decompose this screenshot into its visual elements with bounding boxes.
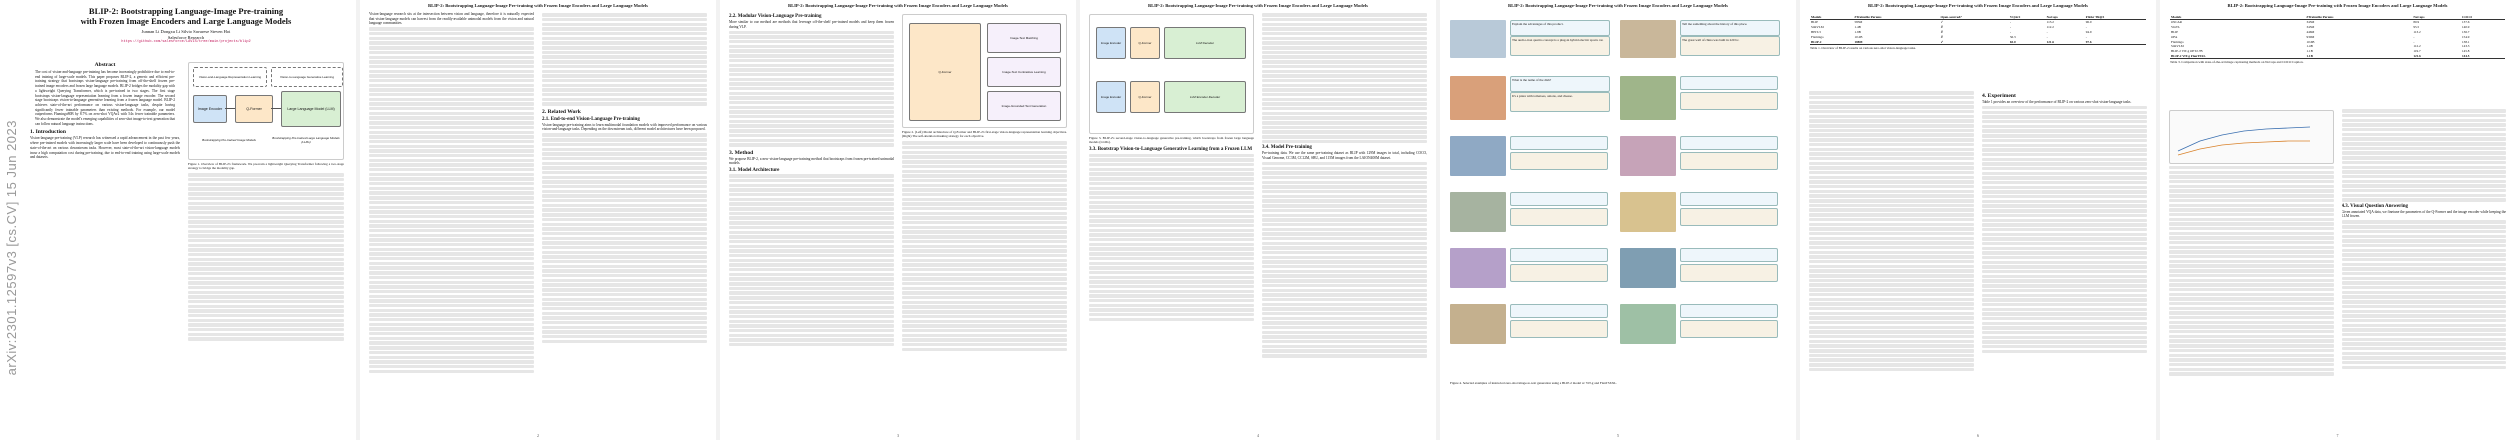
example-bubble [1510,208,1608,226]
table-header: #Trainable Params [2305,14,2412,20]
table-header: Models [1810,14,1853,20]
example-bubble [1680,304,1778,318]
example-bubble [1680,320,1778,338]
intro-heading: 1. Introduction [30,129,66,136]
figure-1-caption: Figure 1. Overview of BLIP-2's framework. We pre-train a lightweight Querying Transformer following a two-stage strategy to bridge the modality gap. [188,162,344,171]
running-header: BLIP-2: Bootstrapping Language-Image Pre-training with Frozen Image Encoders and Large Language Models [2227,3,2448,8]
example-bubble [1680,76,1778,90]
example-bubble [1510,136,1608,150]
example-photo [1450,20,1506,58]
table-header: NoCaps [2046,14,2085,20]
page-number: 2 [537,433,539,438]
page-number: 3 [897,433,899,438]
table-header: Flickr TR@1 [2085,14,2146,20]
example-bubble [1680,264,1778,282]
table-3 [2170,14,2505,59]
table-row: BLIP-2 188M ✓ 65.0 121.6 97.6 [1810,39,2146,44]
example-bubble [1680,136,1778,150]
example-bubble [1680,192,1778,206]
line-plot [2170,111,2333,163]
figure-2 [902,14,1067,128]
bootstrap-label-2: Bootstrapping Pre-trained Large Language Models (LLMs) [272,136,340,144]
example-photo [1450,76,1506,120]
example-bubble [1510,304,1608,318]
paper-title: BLIP-2: Bootstrapping Language-Image Pre-training with Frozen Image Encoders and Large Language Models [80,6,292,26]
example-answer: It's a pizza with tomatoes, onions, and cheese. [1510,92,1610,112]
example-bubble [1680,208,1778,226]
running-header: BLIP-2: Bootstrapping Language-Image Pre-training with Frozen Image Encoders and Large Language Models [788,3,1008,8]
vqa-heading: 4.3. Visual Question Answering [2341,203,2409,209]
figure-1 [188,62,344,160]
abstract-text: The cost of vision-and-language pre-training has become increasingly prohibitive due to end-to-end training of large-scale models. This paper proposes BLIP-2, a generic and efficient pre-training strategy that bootstraps vision-language pre-training from off-the-shelf frozen pre-trained image encoders and frozen large language models. BLIP-2 bridges the modality gap with a lightweight Querying Transformer, which is pre-trained in two stages. The first stage bootstraps vision-language representation learning from a frozen image encoder. The second stage bootstraps vision-to-language generative learning from a frozen language model. BLIP-2 achieves state-of-the-art performance on various vision-language tasks, despite having significantly fewer trainable parameters than existing methods. For example, our model outperforms Flamingo80B by 8.7% on zero-shot VQAv2 with 54x fewer trainable parameters. We also demonstrate the model's emerging capabilities of zero-shot image-to-text generation that can follow natural language instructions. [35,70,175,126]
running-header: BLIP-2: Bootstrapping Language-Image Pre-training with Frozen Image Encoders and Large Language Models [1148,3,1368,8]
example-bubble [1510,152,1608,170]
example-photo [1620,20,1676,58]
example-answer: The great wall of china was built in 220 bc. [1680,36,1780,56]
modular-vlp-heading: 2.2. Modular Vision-Language Pre-training [729,14,822,19]
table-row: OFA 930M - 154.9 [2171,34,2470,39]
frozen-encoder-box-b: Image Encoder [1096,81,1126,113]
project-link[interactable]: https://github.com/salesforce/LAVIS/tree/main/projects/blip2 [121,40,251,45]
running-header: BLIP-2: Bootstrapping Language-Image Pre-training with Frozen Image Encoders and Large Language Models [428,3,648,8]
method-heading: 3. Method [729,149,754,156]
table-header: COCO [2461,14,2505,20]
bootstrap-label: Bootstrapping Pre-trained Image Models [202,138,256,142]
figure-2-caption: Figure 2. (Left) Model architecture of Q-Former and BLIP-2's first-stage vision-language representation learning objectives. (Right) The self-attention masking strategy for each objective. [902,130,1067,139]
figure-4-caption: Figure 4. Selected examples of instructed zero-shot image-to-text generation using a BLIP-2 model w/ ViT-g and FlanT5XXL. [1450,381,1617,385]
table-row: Flamingo 10.6B - 138.1 [2171,39,2470,44]
qformer-box: Q-Former [235,95,273,123]
example-answer: The audi e-tron quattro concept is a plug-in hybrid electric sports car. [1510,36,1610,56]
example-photo [1450,248,1506,288]
table-row: SimVLM 1.4B ✗ - 112.2 - [1811,25,2087,30]
example-photo [1620,304,1676,344]
itc-label: Image-Text Contrastive Learning [987,57,1061,87]
itg-label: Image-Grounded Text Generation [987,91,1061,121]
affiliation: Salesforce Research [167,34,205,40]
page-number: 7 [2336,433,2339,438]
paper-page-7 [2160,0,2515,440]
example-photo [1450,136,1506,176]
paper-page-3 [720,0,1076,440]
page3-text-b: We propose BLIP-2, a new vision-language pre-training method that bootstraps from frozen pre-trained unimodal models. [729,156,894,166]
figure-3 [1089,14,1254,134]
page-number: 4 [1257,433,1259,438]
stage1-label: Vision-and-Language Representation Learning [193,67,267,87]
experiment-heading: 4. Experiment [1982,93,2016,99]
example-question: Tell me something about the history of this place. [1680,20,1780,36]
table-row: BLIP-2 ViT-g OPT2.7B 1.1B 119.7 145.8 [2171,49,2470,54]
table-row: VinVL 345M 95.5 140.9 [2171,25,2470,30]
architecture-heading: 3.1. Model Architecture [729,168,780,173]
table-row: OSCAR 345M 80.9 137.6 [2171,20,2470,25]
abstract-heading: Abstract [94,62,116,68]
qformer-box-b: Q-Former [1130,81,1160,113]
page6-text-a: Table 1 provides an overview of the performance of BLIP-2 on various zero-shot vision-language tasks. [1982,100,2132,104]
example-bubble [1510,248,1608,262]
qformer-box-a: Q-Former [1130,27,1160,59]
example-bubble [1680,152,1778,170]
example-bubble [1680,248,1778,262]
table-1 [1810,14,2146,45]
table-row: BLIP-2 ViT-g FlanT5XL 1.1B 121.6 144.5 [2170,53,2505,58]
llm-decoder-box: LLM Decoder [1164,27,1246,59]
paper-page-5 [1440,0,1796,440]
page2-text-a: Vision-language research sits at the intersection between vision and language, therefore it is naturally expected that vision-language models can harvest from the readily-available unimodal models from the vision and natural language communities. [369,12,534,26]
table-row: BLIP 446M 113.2 136.7 [2171,29,2470,34]
page7-text-a: Given annotated VQA data, we finetune the parameters of the Q-Former and the image encoder while keeping the LLM frozen. [2341,209,2506,219]
arxiv-stamp: arXiv:2301.12597v3 [cs.CV] 15 Jun 2023 [4,120,19,376]
example-photo [1620,76,1676,120]
table-3-caption: Table 3. Comparison with state-of-the-art image captioning methods on NoCaps and COCO Caption. [2170,60,2304,65]
image-encoder-box: Image Encoder [193,95,227,123]
intro-text: Vision-language pre-training (VLP) research has witnessed a rapid advancement in the past few years, where pre-trained models with increasingly larger scale have been developed to continuously push the state-of-the-art on various downstream tasks. However, most state-of-the-art vision-language models incur a high computation cost during pre-training, due to end-to-end training using large-scale models and datasets. [30,136,180,160]
figure-4 [1450,16,1786,376]
table-header: NoCaps [2412,14,2461,20]
page-number: 6 [1977,433,1979,438]
table-header: #Trainable Params [1853,14,1939,20]
table-header: Open-sourced? [1939,14,2008,20]
page4-text-a: Pre-training data. We use the same pre-training dataset as BLIP with 129M images in total, including COCO, Visual Genome, CC3M, CC12M, SBU, and 115M images from the LAION400M dataset. [1262,151,1427,160]
stage2-label: Vision-to-Language Generative Learning [271,67,343,87]
line-plot-figure [2169,110,2334,164]
example-photo [1620,248,1676,288]
figure-3-caption: Figure 3. BLIP-2's second-stage vision-to-language generative pre-training, which bootstraps from frozen large language models (LLMs). [1089,136,1254,145]
paper-page-2 [360,0,716,440]
table-header: VQAv2 [2009,14,2046,20]
qformer-diagram: Q-Former [909,23,981,121]
table-row: SimVLM 1.4B 112.2 143.3 [2171,44,2470,49]
running-header: BLIP-2: Bootstrapping Language-Image Pre-training with Frozen Image Encoders and Large Language Models [1868,3,2088,8]
related-work-heading: 2. Related Work [542,108,581,115]
frozen-encoder-box: Image Encoder [1096,27,1126,59]
example-bubble [1510,192,1608,206]
example-bubble [1680,92,1778,110]
running-header: BLIP-2: Bootstrapping Language-Image Pre-training with Frozen Image Encoders and Large Language Models [1508,3,1728,8]
example-photo [1620,136,1676,176]
example-question: What is the name of the dish? [1510,76,1610,92]
bootstrap-llm-heading: 3.3. Bootstrap Vision-to-Language Generative Learning from a Frozen LLM [1089,147,1253,153]
e2e-vlp-heading: 2.1. End-to-end Vision-Language Pre-training [542,116,640,122]
example-photo [1450,192,1506,232]
page-number: 5 [1617,433,1619,438]
paper-page-6 [1800,0,2156,440]
paper-page-4 [1080,0,1436,440]
example-photo [1620,192,1676,232]
table-row: BEIT-3 1.9B ✗ - - 94.9 [1811,29,2092,34]
llm-enc-dec-box: LLM Encoder-Decoder [1164,81,1246,113]
table-row: BLIP 583M ✓ - 113.2 96.0 [1811,20,2092,25]
llm-box: Large Language Model (LLM) [281,91,341,127]
example-bubble [1510,264,1608,282]
table-row: Flamingo 10.2B ✗ 56.3 - - [1811,34,2087,39]
pretraining-heading: 3.4. Model Pre-training [1262,145,1312,151]
paper-page-1 [0,0,356,440]
example-question: Explain the advantages of this product. [1510,20,1610,36]
example-bubble [1510,320,1608,338]
authors: Junnan Li Dongxu Li Silvio Savarese Steven Hoi [141,29,231,34]
table-1-caption: Table 1. Overview of BLIP-2 results on various zero-shot vision-language tasks. [1810,45,1916,50]
example-photo [1450,304,1506,344]
itm-label: Image-Text Matching [987,23,1061,53]
page2-text-b: Vision-language pre-training aims to learn multimodal foundation models with improved performance on various vision-and-language tasks. Depending on the downstream task, different model architectures have been proposed. [542,122,707,132]
table-header: Models [2170,14,2305,20]
page3-text-a: More similar to our method are methods that leverage off-the-shelf pre-trained models and keep them frozen during VLP. [729,20,894,29]
